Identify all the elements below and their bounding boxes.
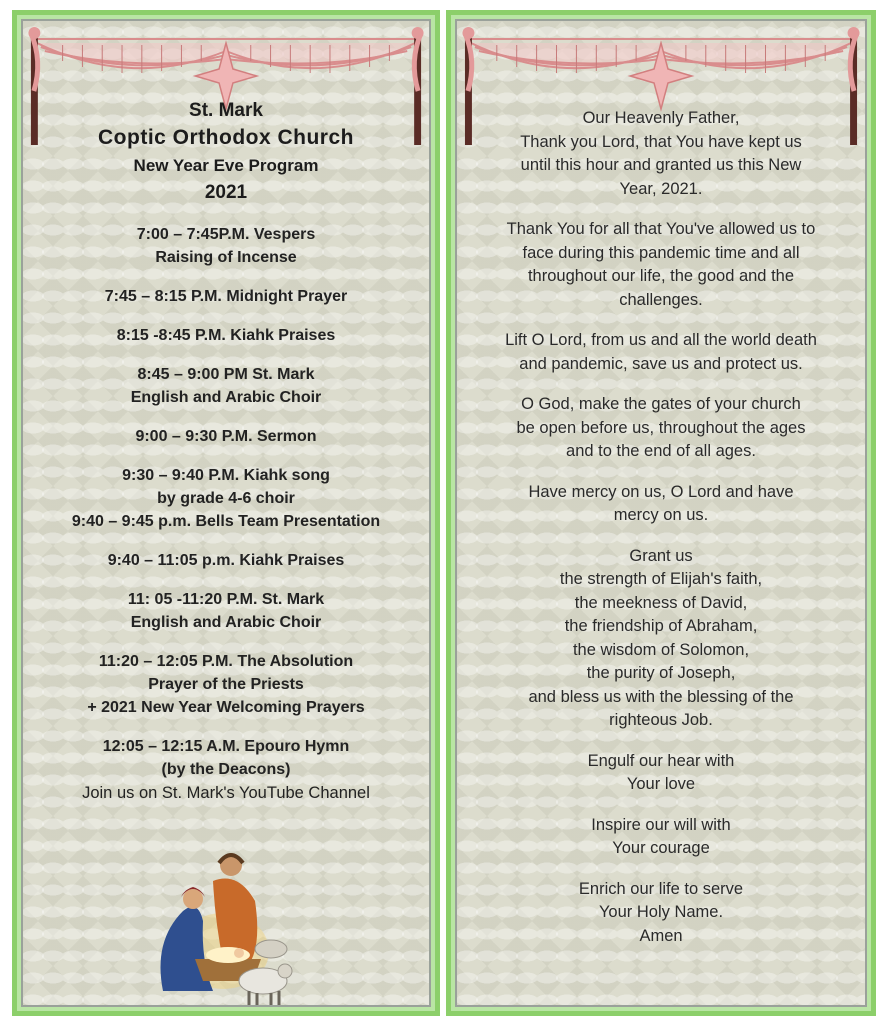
schedule-line: English and Arabic Choir xyxy=(130,389,322,406)
schedule-line: 9:40 – 11:05 p.m. Kiahk Praises xyxy=(107,552,345,569)
program-year: 2021 xyxy=(204,182,248,203)
prayer-paragraph xyxy=(457,545,865,733)
prayer-paragraph xyxy=(457,481,865,528)
prayer-line: the strength of Elijah's faith, xyxy=(559,570,763,588)
schedule-line: English and Arabic Choir xyxy=(130,614,322,631)
prayer-paragraph xyxy=(457,393,865,464)
schedule-line: (by the Deacons) xyxy=(161,761,291,778)
prayer-panel xyxy=(446,10,876,1016)
schedule-item xyxy=(23,510,429,533)
schedule-line: 11: 05 -11:20 P.M. St. Mark xyxy=(127,591,325,608)
prayer-line: O God, make the gates of your church xyxy=(521,395,801,413)
schedule-line: 8:15 -8:45 P.M. Kiahk Praises xyxy=(116,327,336,344)
prayer-line: Engulf our hear with xyxy=(587,751,735,770)
church-title-line1: St. Mark xyxy=(189,100,263,121)
youtube-note: Join us on St. Mark's YouTube Channel xyxy=(82,784,370,802)
schedule-item xyxy=(23,588,429,634)
schedule-line: by grade 4-6 choir xyxy=(157,490,295,507)
prayer-line: Amen xyxy=(639,926,683,945)
schedule-item xyxy=(23,223,429,269)
prayer-paragraph xyxy=(457,218,865,312)
program-panel xyxy=(12,10,440,1016)
schedule-line: 8:45 – 9:00 PM St. Mark xyxy=(137,366,315,383)
schedule-item xyxy=(23,324,429,347)
schedule-line: 12:05 – 12:15 A.M. Epouro Hymn xyxy=(102,738,350,755)
schedule-line: Prayer of the Priests xyxy=(148,676,304,693)
prayer-line: Have mercy on us, O Lord and have xyxy=(528,482,794,501)
schedule-item xyxy=(23,735,429,781)
prayer-line: Our Heavenly Father, xyxy=(582,109,740,127)
schedule-list xyxy=(23,223,429,781)
prayer-panel-inner xyxy=(455,19,867,1007)
prayer-line: and to the end of all ages. xyxy=(566,442,756,460)
schedule-item xyxy=(23,464,429,510)
prayer-line: Your love xyxy=(626,775,696,793)
prayer-line: the purity of Joseph, xyxy=(586,664,736,682)
prayer-paragraph xyxy=(457,107,865,201)
schedule-item xyxy=(23,363,429,409)
schedule-line: 9:00 – 9:30 P.M. Sermon xyxy=(135,428,317,445)
prayer-line: and pandemic, save us and protect us. xyxy=(519,354,803,373)
prayer-paragraph xyxy=(457,329,865,376)
prayer-line: Inspire our will with xyxy=(591,815,731,834)
church-title-line2: Coptic Orthodox Church xyxy=(98,126,354,149)
schedule-line: 9:30 – 9:40 P.M. Kiahk song xyxy=(122,467,330,484)
prayer-line: be open before us, throughout the ages xyxy=(516,418,806,437)
schedule-item xyxy=(23,425,429,448)
prayer-line: the friendship of Abraham, xyxy=(564,617,758,635)
prayer-paragraph xyxy=(457,750,865,797)
schedule-line: 7:00 – 7:45P.M. Vespers xyxy=(136,226,316,243)
prayer-paragraph xyxy=(457,878,865,949)
prayer-text xyxy=(457,107,865,948)
prayer-line: Lift O Lord, from us and all the world death xyxy=(505,331,817,349)
prayer-line: and bless us with the blessing of the xyxy=(528,687,794,706)
prayer-line: Thank you Lord, that You have kept us xyxy=(520,132,802,151)
prayer-line: the wisdom of Solomon, xyxy=(572,640,750,659)
prayer-line: mercy on us. xyxy=(613,506,709,524)
prayer-line: Your Holy Name. xyxy=(598,903,724,921)
prayer-line: the meekness of David, xyxy=(574,593,748,612)
schedule-line: 7:45 – 8:15 P.M. Midnight Prayer xyxy=(104,288,348,305)
prayer-line: Your courage xyxy=(612,839,710,857)
schedule-item xyxy=(23,285,429,308)
schedule-line: Raising of Incense xyxy=(155,249,297,266)
program-text xyxy=(23,99,429,805)
program-title: New Year Eve Program xyxy=(133,156,319,175)
prayer-line: Enrich our life to serve xyxy=(578,879,744,898)
program-panel-inner xyxy=(21,19,431,1007)
schedule-line: 9:40 – 9:45 p.m. Bells Team Presentation xyxy=(71,513,381,530)
prayer-line: Year, 2021. xyxy=(619,179,703,198)
prayer-line: Grant us xyxy=(629,546,693,565)
prayer-line: Thank You for all that You've allowed us to xyxy=(506,220,816,238)
prayer-paragraph xyxy=(457,814,865,861)
prayer-line: throughout our life, the good and the xyxy=(527,267,795,285)
schedule-line: + 2021 New Year Welcoming Prayers xyxy=(87,699,365,716)
nativity-image xyxy=(143,841,303,1007)
prayer-line: challenges. xyxy=(619,290,703,309)
prayer-line: until this hour and granted us this New xyxy=(520,156,802,174)
prayer-line: face during this pandemic time and all xyxy=(522,243,800,262)
prayer-line: righteous Job. xyxy=(609,711,713,729)
schedule-item xyxy=(23,549,429,572)
schedule-item xyxy=(23,650,429,719)
schedule-line: 11:20 – 12:05 P.M. The Absolution xyxy=(98,653,354,670)
